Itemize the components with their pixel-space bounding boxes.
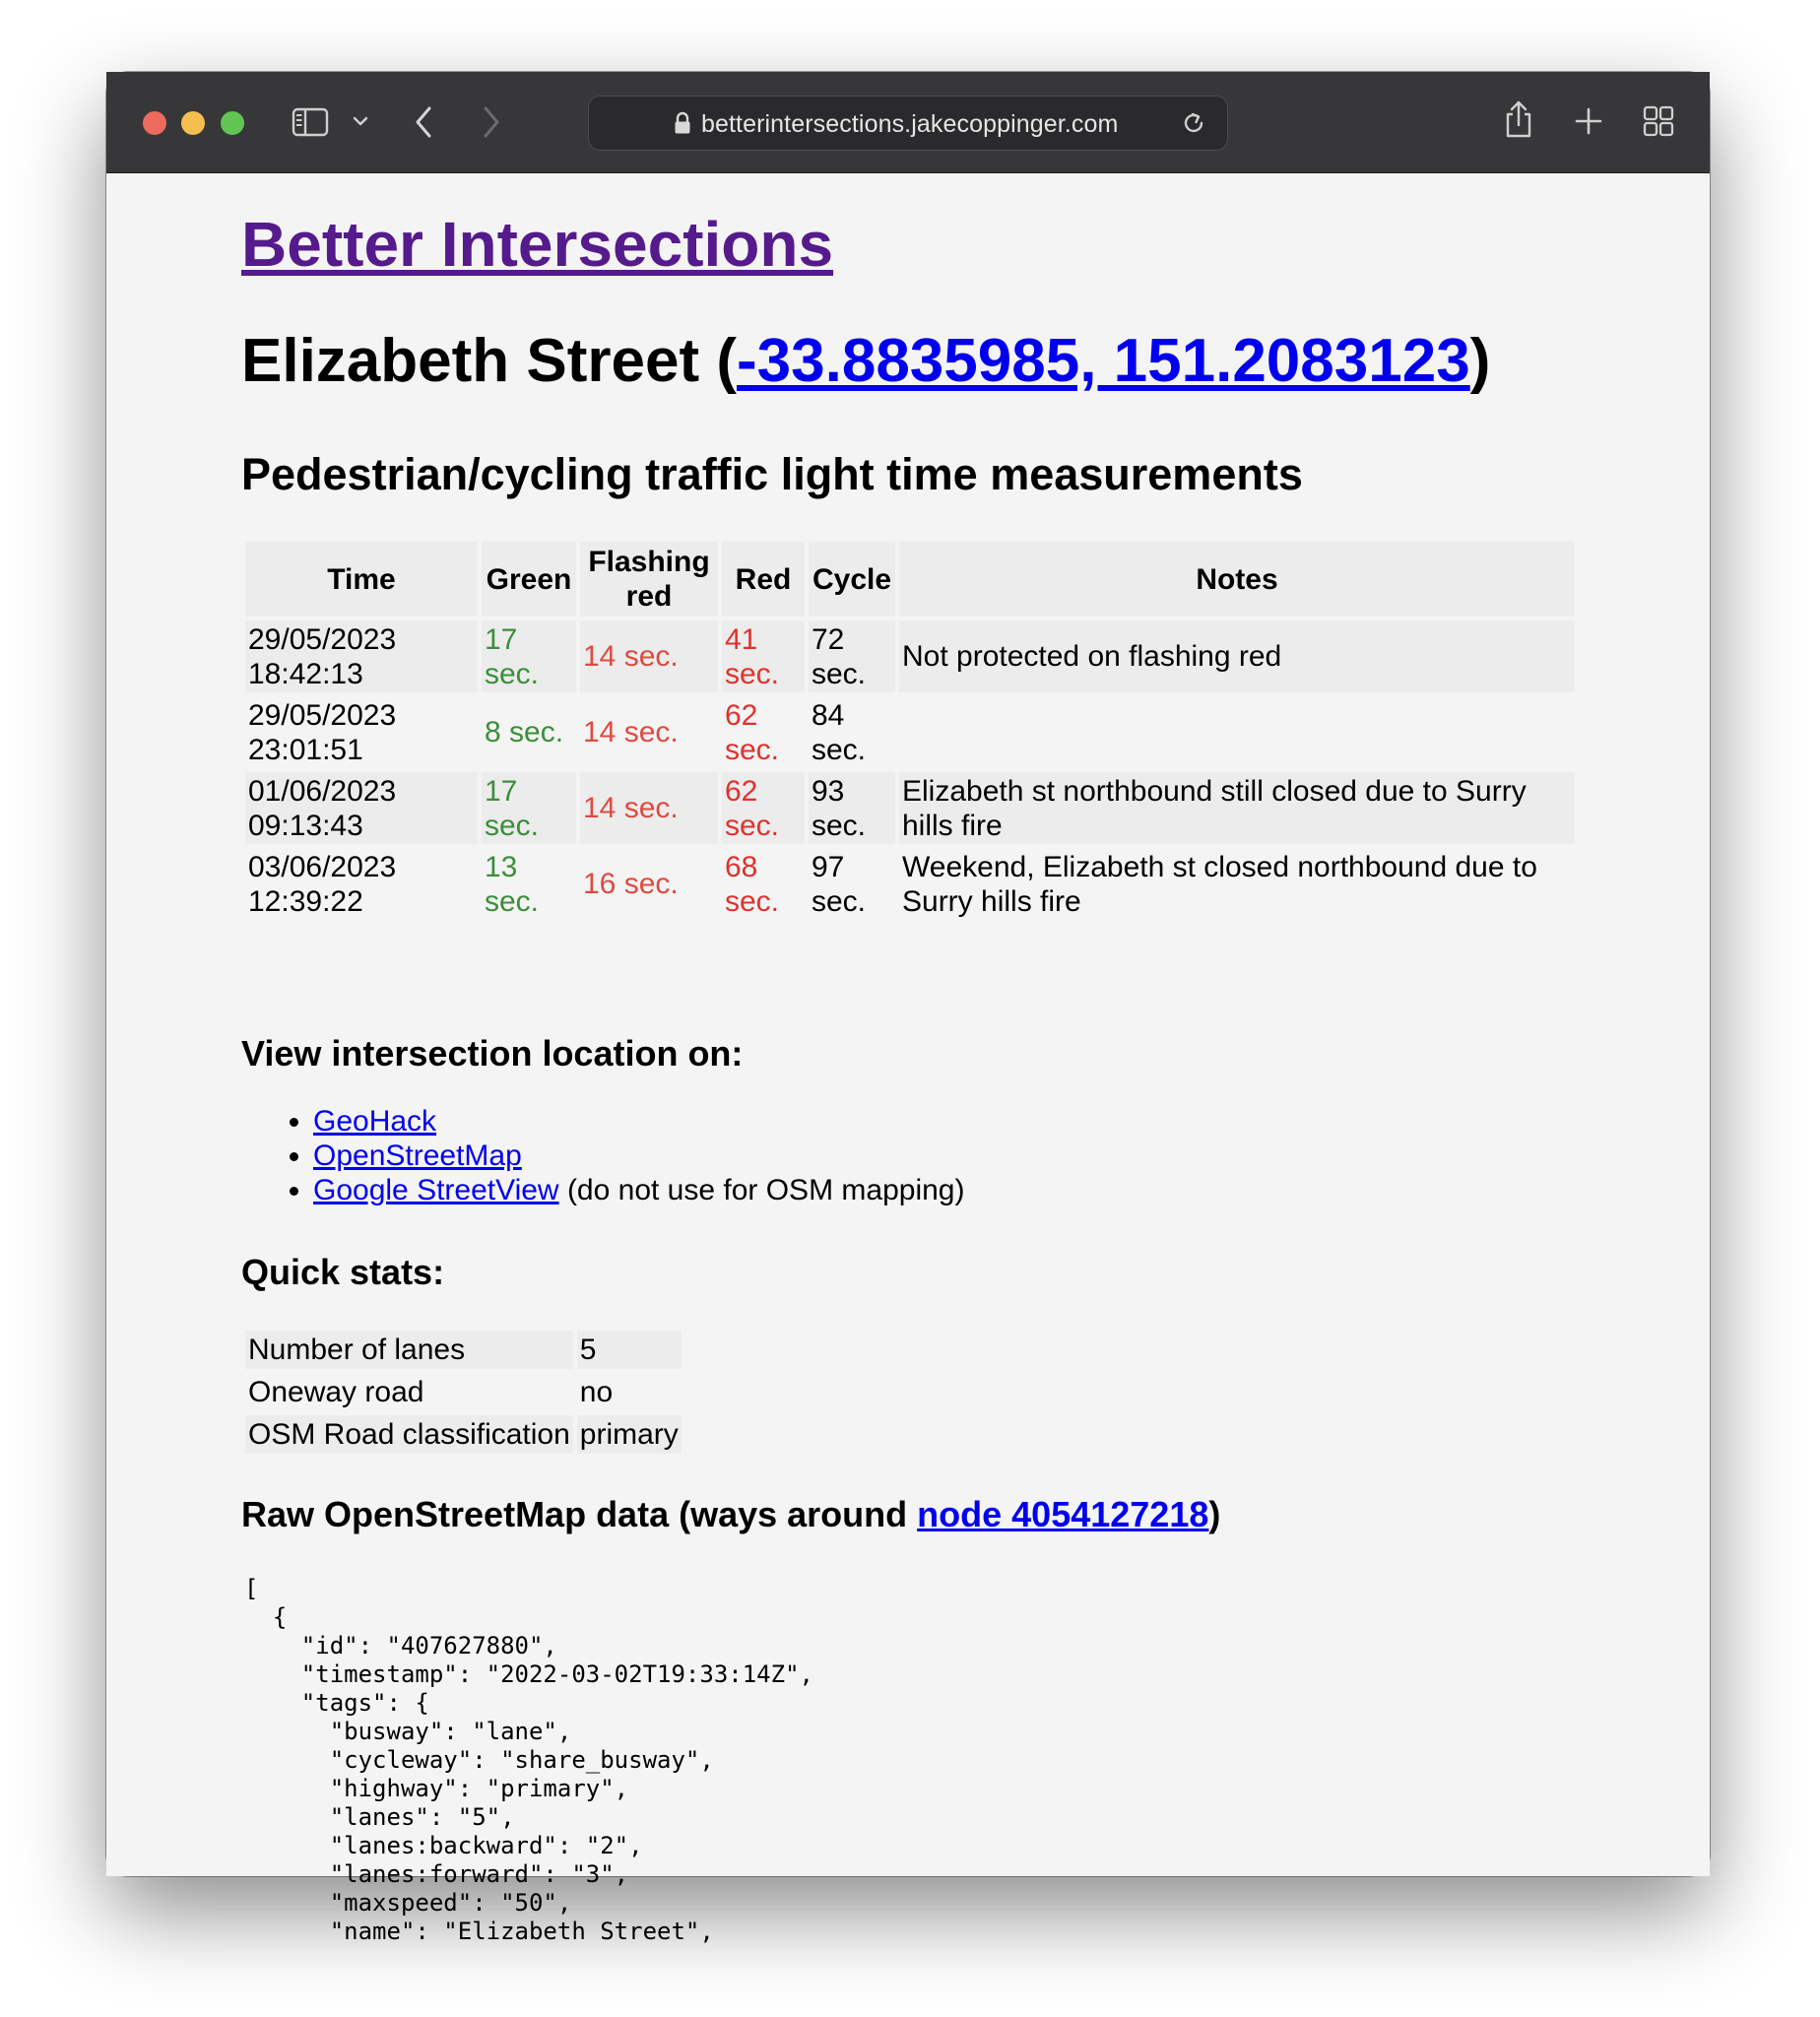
column-header-time: Time: [327, 562, 396, 596]
view-location-heading: View intersection location on:: [241, 1033, 744, 1074]
time-cell: 29/05/2023 23:01:51: [248, 698, 397, 766]
raw-osm-heading: Raw OpenStreetMap data (ways around node 4054127218): [241, 1494, 1221, 1534]
reload-icon[interactable]: [1180, 109, 1207, 137]
geohack-link[interactable]: GeoHack: [313, 1105, 437, 1138]
url-text[interactable]: betterintersections.jakecoppinger.com: [701, 110, 1119, 138]
measurements-heading: Pedestrian/cycling traffic light time measurements: [241, 449, 1303, 499]
column-header-red: Red: [735, 562, 792, 596]
cycle-cell: 97 sec.: [812, 850, 867, 918]
column-header-notes: Notes: [1196, 562, 1278, 596]
time-cell: 01/06/2023 09:13:43: [248, 774, 397, 842]
plus-icon[interactable]: [1574, 106, 1603, 136]
stat-label: Oneway road: [248, 1376, 424, 1408]
red-cell: 41 sec.: [725, 622, 780, 690]
notes-cell: Weekend, Elizabeth st closed northbound due to Surry hills fire: [902, 850, 1537, 918]
stat-value: no: [579, 1376, 614, 1408]
chevron-down-icon[interactable]: [353, 115, 368, 127]
green-cell: 17 sec.: [485, 774, 540, 842]
green-cell: 8 sec.: [485, 716, 564, 748]
raw-osm-json: [ { "id": "407627880", "timestamp": "2022-03-02T19:33:14Z", "tags": { "busway": "lane", "cycleway": "share_busway", "highway": "primary", "lanes": "5", "lanes:backward": "2", "lanes:forward": "3", "maxspeed": "50", "name": "Elizabeth Street",: [244, 1575, 813, 1945]
list-item: [313, 1139, 964, 1173]
red-cell: 62 sec.: [725, 774, 780, 842]
flashing-red-cell: 16 sec.: [583, 868, 679, 900]
forward-arrow-icon[interactable]: [482, 105, 501, 139]
column-header-cycle: Cycle: [812, 562, 892, 596]
flashing-red-cell: 14 sec.: [583, 792, 679, 824]
list-item: [313, 1173, 964, 1207]
google-streetview-link[interactable]: Google StreetView: [313, 1174, 559, 1206]
browser-toolbar: [106, 72, 1710, 173]
table-row: [245, 772, 1575, 844]
intersection-name: Elizabeth Street: [241, 327, 700, 395]
notes-cell: [899, 696, 1575, 768]
table-header-row: [245, 542, 1575, 617]
open-paren: (: [699, 327, 737, 395]
flashing-red-cell: 14 sec.: [583, 716, 679, 748]
time-cell: 29/05/2023 18:42:13: [248, 622, 397, 690]
quick-stats-table: [241, 1327, 685, 1458]
table-row: [245, 620, 1575, 692]
cycle-cell: 84 sec.: [812, 698, 867, 766]
minimize-window-button[interactable]: [181, 111, 205, 135]
measurements-table: [241, 538, 1579, 924]
close-paren: ): [1469, 327, 1491, 395]
time-cell: 03/06/2023 12:39:22: [248, 850, 397, 918]
table-row: [245, 1415, 682, 1454]
table-row: [245, 848, 1575, 920]
browser-window: [106, 72, 1710, 1945]
cycle-cell: 72 sec.: [812, 622, 867, 690]
share-icon[interactable]: [1503, 99, 1534, 139]
stat-value: 5: [579, 1334, 597, 1366]
stat-label: OSM Road classification: [248, 1418, 570, 1451]
cycle-cell: 93 sec.: [812, 774, 867, 842]
sidebar-icon[interactable]: [292, 107, 329, 137]
tab-grid-icon[interactable]: [1643, 105, 1674, 137]
address-bar[interactable]: [588, 96, 1228, 151]
back-arrow-icon[interactable]: [414, 105, 433, 139]
lock-icon: [674, 111, 691, 135]
notes-cell: Elizabeth st northbound still closed due to Surry hills fire: [902, 774, 1527, 842]
red-cell: 62 sec.: [725, 698, 780, 766]
node-link[interactable]: node 4054127218: [917, 1494, 1209, 1534]
list-item: [313, 1104, 964, 1139]
stat-label: Number of lanes: [248, 1334, 466, 1366]
table-row: [245, 1331, 682, 1369]
table-row: [245, 1373, 682, 1411]
page-content: [106, 173, 1710, 1945]
intersection-title: [241, 327, 1491, 395]
zoom-window-button[interactable]: [221, 111, 244, 135]
red-cell: 68 sec.: [725, 850, 780, 918]
flashing-red-cell: 14 sec.: [583, 640, 679, 673]
coordinates-link[interactable]: -33.8835985, 151.2083123: [737, 327, 1470, 395]
streetview-note: (do not use for OSM mapping): [558, 1174, 965, 1206]
close-window-button[interactable]: [143, 111, 166, 135]
site-title: [241, 209, 834, 280]
column-header-green: Green: [486, 562, 572, 596]
notes-cell: Not protected on flashing red: [902, 640, 1282, 673]
stat-value: primary: [579, 1418, 679, 1451]
openstreetmap-link[interactable]: OpenStreetMap: [313, 1139, 522, 1172]
green-cell: 17 sec.: [485, 622, 540, 690]
green-cell: 13 sec.: [485, 850, 540, 918]
quick-stats-heading: Quick stats:: [241, 1252, 445, 1292]
column-header-flashing-red: Flashing red: [588, 546, 710, 613]
site-title-link[interactable]: Better Intersections: [241, 209, 834, 280]
location-links-list: [272, 1104, 964, 1207]
table-row: [245, 696, 1575, 768]
